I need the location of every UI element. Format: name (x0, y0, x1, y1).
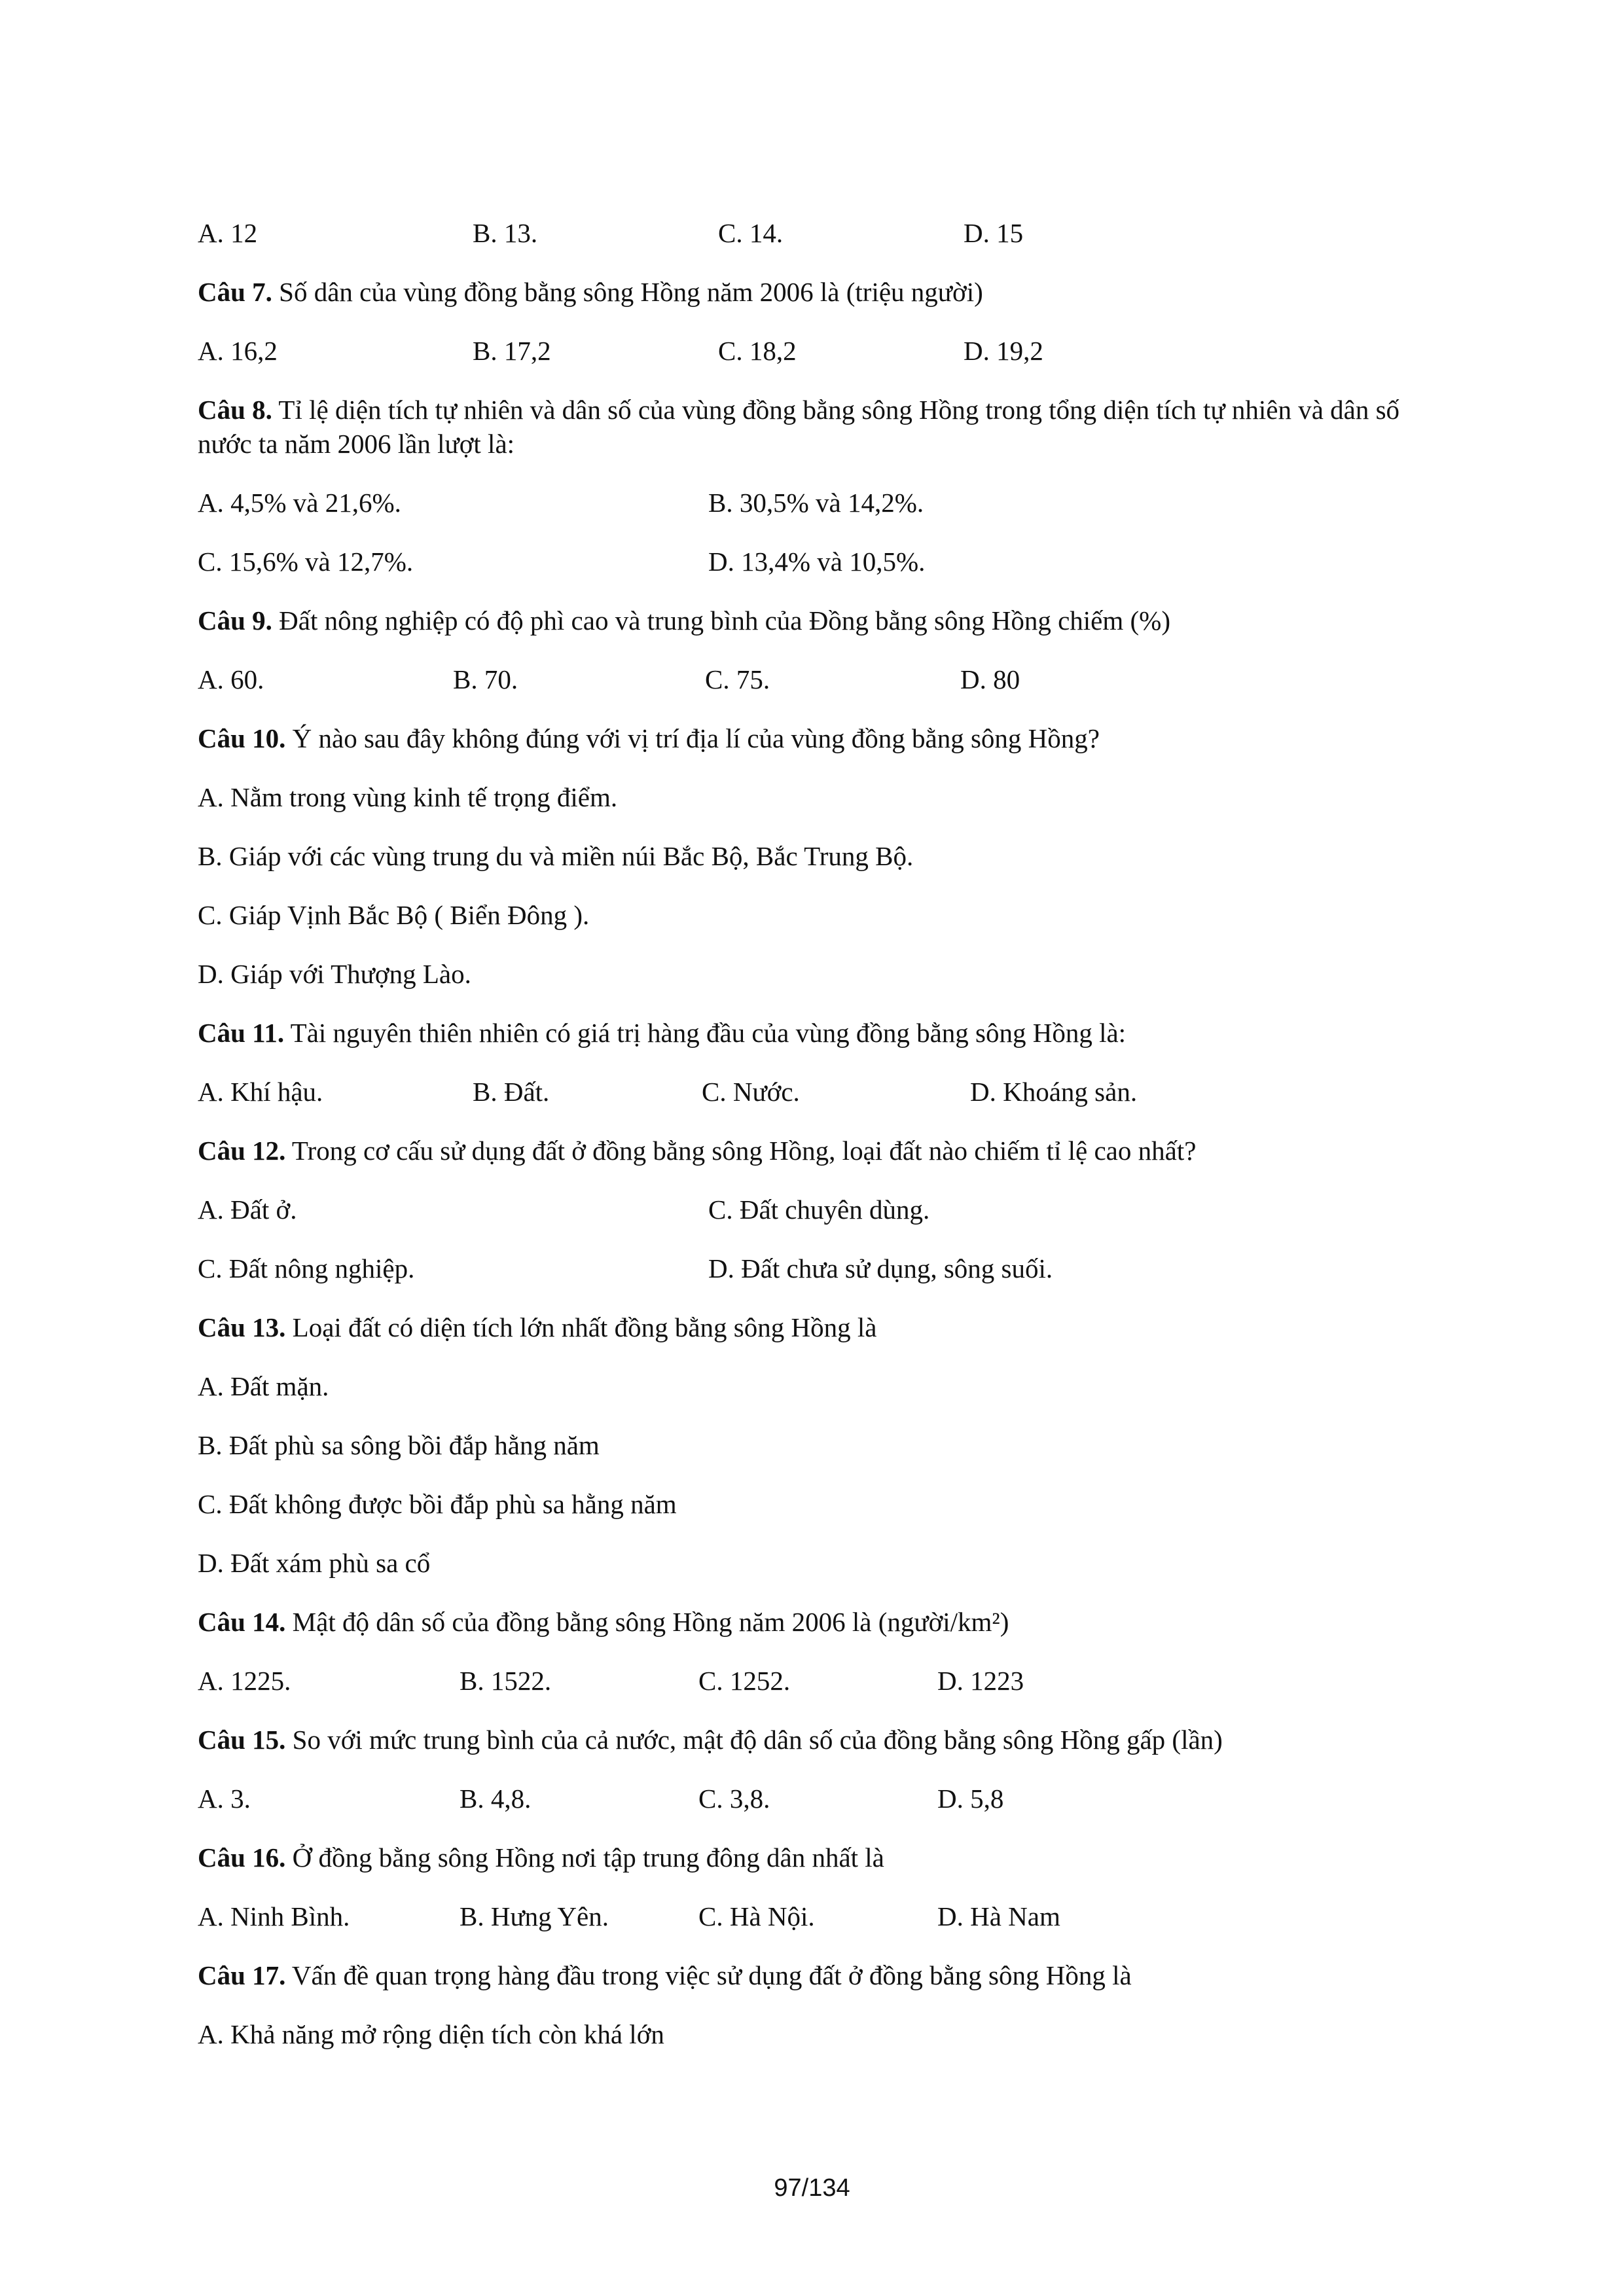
document-body (198, 216, 1441, 2076)
options-row (198, 1193, 1441, 1227)
option-a: A. 1225. (198, 1666, 291, 1696)
option-c: C. Đất không được bồi đắp phù sa hằng năm (198, 1489, 677, 1519)
option-a: A. 60. (198, 664, 264, 694)
question-label: Câu 13. (198, 1312, 286, 1342)
option-c: C. Nước. (702, 1077, 800, 1107)
option-d: D. 80 (960, 664, 1020, 694)
question-text: Tỉ lệ diện tích tự nhiên và dân số của vùng đồng bằng sông Hồng trong tổng diện tích tự nhiên và dân số nước ta năm 2006 lần lượt là: (198, 395, 1400, 459)
option-c: C. Giáp Vịnh Bắc Bộ ( Biển Đông ). (198, 900, 590, 930)
question-text: So với mức trung bình của cả nước, mật độ dân số của đồng bằng sông Hồng gấp (lần) (285, 1725, 1223, 1755)
question-label: Câu 15. (198, 1725, 286, 1755)
option-b: B. 13. (473, 218, 538, 248)
options-row (198, 1782, 1441, 1816)
option-a: A. 3. (198, 1784, 251, 1814)
question-8 (198, 393, 1441, 461)
option-a: A. Nằm trong vùng kinh tế trọng điểm. (198, 782, 618, 812)
option-d: D. Khoáng sản. (970, 1077, 1138, 1107)
options-row (198, 1899, 1441, 1933)
question-label: Câu 14. (198, 1607, 286, 1637)
question-16 (198, 1840, 1441, 1874)
question-label: Câu 17. (198, 1960, 286, 1990)
option-d: D. 15 (964, 218, 1024, 248)
question-14 (198, 1605, 1441, 1639)
option-d: D. Giáp với Thượng Lào. (198, 959, 471, 989)
options-row (198, 334, 1441, 368)
option-d: D. 13,4% và 10,5%. (708, 547, 926, 577)
question-text: Mật độ dân số của đồng bằng sông Hồng năm 2006 là (người/km²) (285, 1607, 1009, 1637)
options-row (198, 662, 1441, 696)
option-c: C. 3,8. (698, 1784, 770, 1814)
question-7 (198, 275, 1441, 309)
option-c: C. 1252. (698, 1666, 791, 1696)
question-label: Câu 8. (198, 395, 272, 425)
question-label: Câu 16. (198, 1842, 286, 1873)
options-row (198, 1251, 1441, 1285)
page-number: 97/134 (774, 2174, 850, 2202)
question-text: Đất nông nghiệp có độ phì cao và trung bình của Đồng bằng sông Hồng chiếm (%) (272, 605, 1170, 636)
question-text: Trong cơ cấu sử dụng đất ở đồng bằng sông Hồng, loại đất nào chiếm tỉ lệ cao nhất? (285, 1136, 1197, 1166)
question-10 (198, 721, 1441, 755)
option-b: B. 1522. (460, 1666, 552, 1696)
option-d: D. Đất xám phù sa cổ (198, 1548, 431, 1578)
option-b: C. Đất chuyên dùng. (708, 1194, 930, 1225)
option-d: D. Đất chưa sử dụng, sông suối. (708, 1253, 1053, 1283)
option-b: B. 30,5% và 14,2%. (708, 488, 924, 518)
option-d: D. Hà Nam (937, 1901, 1060, 1931)
option-c: C. Đất nông nghiệp. (198, 1253, 415, 1283)
option-d: D. 1223 (937, 1666, 1024, 1696)
option-a: A. Khí hậu. (198, 1077, 323, 1107)
option-c: C. 15,6% và 12,7%. (198, 547, 414, 577)
question-15 (198, 1723, 1441, 1757)
question-label: Câu 12. (198, 1136, 286, 1166)
option-b: B. Đất phù sa sông bồi đắp hằng năm (198, 1430, 600, 1460)
question-12 (198, 1134, 1441, 1168)
question-text: Ý nào sau đây không đúng với vị trí địa lí của vùng đồng bằng sông Hồng? (285, 723, 1100, 753)
options-row (198, 216, 1441, 250)
option-b: B. Giáp với các vùng trung du và miền núi Bắc Bộ, Bắc Trung Bộ. (198, 841, 914, 871)
question-17 (198, 1958, 1441, 1992)
option-c: C. 75. (705, 664, 770, 694)
options-row (198, 486, 1441, 520)
option-a: A. 4,5% và 21,6%. (198, 488, 401, 518)
question-label: Câu 10. (198, 723, 286, 753)
option-a: A. Ninh Bình. (198, 1901, 350, 1931)
question-label: Câu 7. (198, 277, 272, 307)
options-row (198, 545, 1441, 579)
option-d: D. 5,8 (937, 1784, 1004, 1814)
option-c: C. 18,2 (718, 336, 797, 366)
question-text: Tài nguyên thiên nhiên có giá trị hàng đầu của vùng đồng bằng sông Hồng là: (284, 1018, 1127, 1048)
options-row (198, 1075, 1441, 1109)
question-text: Số dân của vùng đồng bằng sông Hồng năm 2006 là (triệu người) (272, 277, 983, 307)
option-c: C. Hà Nội. (698, 1901, 815, 1931)
option-a: A. 12 (198, 218, 258, 248)
question-label: Câu 11. (198, 1018, 285, 1048)
options-row (198, 1664, 1441, 1698)
question-13 (198, 1310, 1441, 1344)
question-label: Câu 9. (198, 605, 272, 636)
option-a: A. 16,2 (198, 336, 278, 366)
question-text: Vấn đề quan trọng hàng đầu trong việc sử dụng đất ở đồng bằng sông Hồng là (285, 1960, 1132, 1990)
question-11 (198, 1016, 1441, 1050)
question-text: Ở đồng bằng sông Hồng nơi tập trung đông dân nhất là (285, 1842, 884, 1873)
question-text: Loại đất có diện tích lớn nhất đồng bằng sông Hồng là (285, 1312, 877, 1342)
option-b: B. Hưng Yên. (460, 1901, 609, 1931)
option-b: B. 70. (453, 664, 518, 694)
option-b: B. 17,2 (473, 336, 551, 366)
option-b: B. Đất. (473, 1077, 550, 1107)
option-a: A. Đất ở. (198, 1194, 297, 1225)
option-c: C. 14. (718, 218, 784, 248)
option-d: D. 19,2 (964, 336, 1043, 366)
option-b: B. 4,8. (460, 1784, 532, 1814)
option-a: A. Đất mặn. (198, 1371, 329, 1401)
question-9 (198, 603, 1441, 637)
option-a: A. Khả năng mở rộng diện tích còn khá lớn (198, 2019, 664, 2049)
